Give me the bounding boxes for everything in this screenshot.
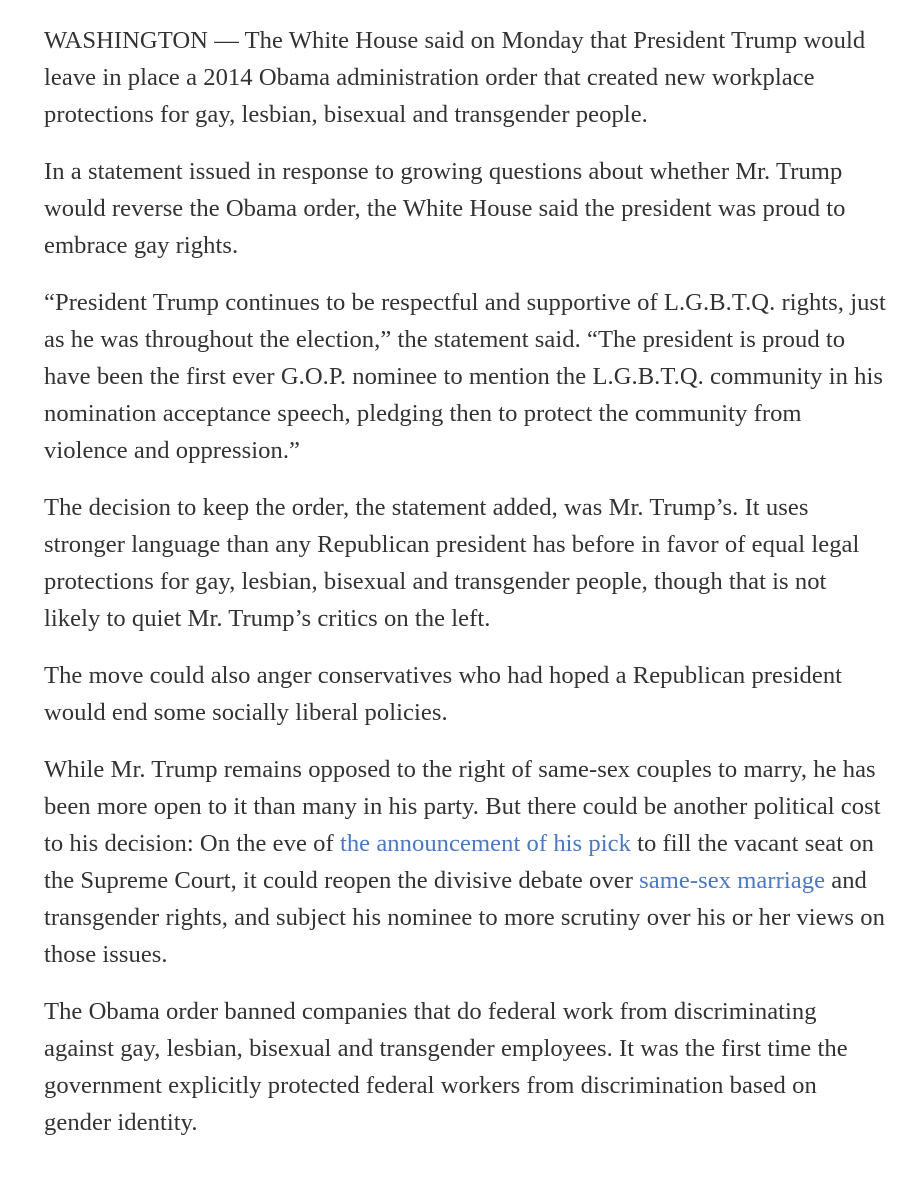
paragraph-2 [44,153,886,264]
paragraph-3 [44,284,886,469]
paragraph-7 [44,993,886,1141]
paragraph-6 [44,751,886,973]
paragraph-text: and transgender rights, and subject his nominee to more scrutiny over his or her views on those issues. [44,867,885,968]
paragraph-text: The move could also anger conservatives who had hoped a Republican president would end some socially liberal policies. [44,662,843,726]
paragraph-text: While Mr. Trump remains opposed to the right of same-sex couples to marry, he has been more open to it than many in his party. But there could be another political cost to his decision: On the eve of [44,756,881,857]
supreme-court-pick-link[interactable]: the announcement of his pick [339,830,631,857]
paragraph-text: In a statement issued in response to growing questions about whether Mr. Trump would reverse the Obama order, the White House said the president was proud to embrace gay rights. [44,158,846,259]
paragraph-text: to fill the vacant seat on the Supreme Court, it could reopen the divisive debate over [44,830,875,894]
paragraph-5 [44,657,886,731]
paragraph-text: The decision to keep the order, the statement added, was Mr. Trump’s. It uses stronger language than any Republican president has before in favor of equal legal protections for gay, lesbian, bisexual and transgender people, though that is not likely to quiet Mr. Trump’s critics on the left. [44,494,860,632]
paragraph-text: “President Trump continues to be respectful and supportive of L.G.B.T.Q. rights, just as he was throughout the election,” the statement said. “The president is proud to have been the first ever G.O.P. nominee to mention the L.G.B.T.Q. community in his nomination acceptance speech, pledging then to protect the community from violence and oppression.” [44,289,886,464]
paragraph-4 [44,489,886,637]
paragraph-1 [44,22,886,133]
same-sex-marriage-link[interactable]: same-sex marriage [639,867,826,894]
paragraph-text: The Obama order banned companies that do federal work from discriminating against gay, lesbian, bisexual and transgender employees. It was the first time the government explicitly protected federal workers from discrimination based on gender identity. [44,998,848,1136]
paragraph-text: WASHINGTON — The White House said on Monday that President Trump would leave in place a 2014 Obama administration order that created new workplace protections for gay, lesbian, bisexual and transgender people. [44,27,866,128]
